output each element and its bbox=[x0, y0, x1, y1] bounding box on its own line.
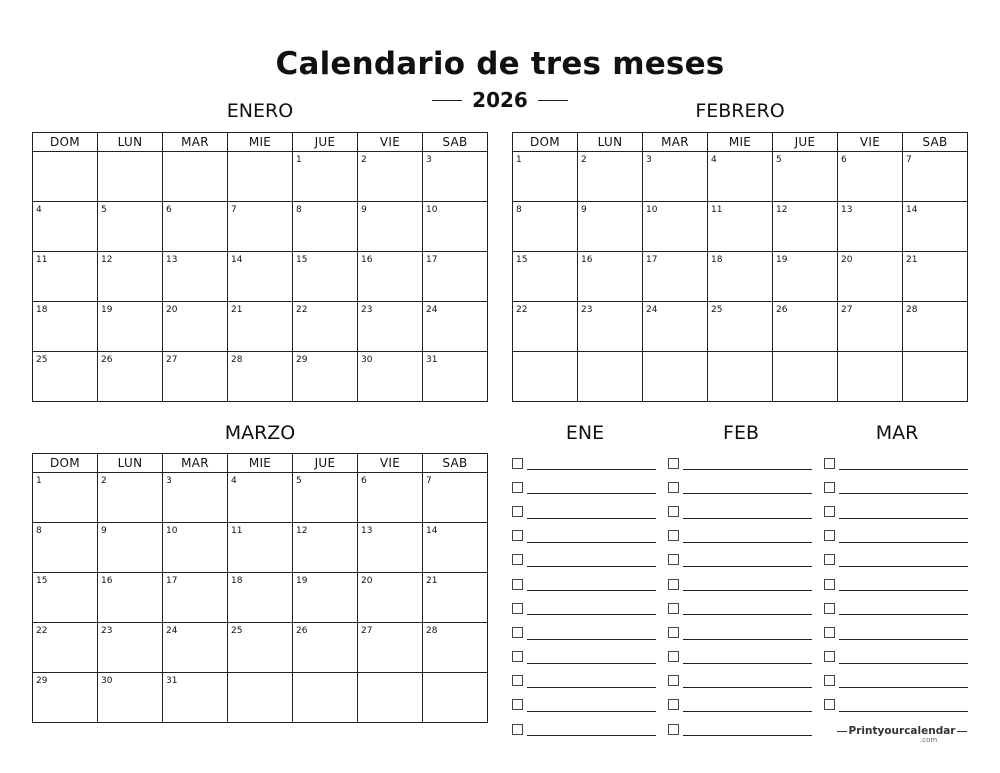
checkbox-icon[interactable] bbox=[824, 651, 835, 662]
day-cell: 30 bbox=[98, 673, 163, 723]
todo-list-feb bbox=[668, 451, 814, 741]
day-cell: 29 bbox=[293, 352, 358, 402]
brand-logo bbox=[832, 724, 972, 738]
day-cell: 19 bbox=[773, 252, 838, 302]
day-cell: 1 bbox=[33, 473, 98, 523]
day-cell: 24 bbox=[643, 302, 708, 352]
weekday-header: MAR bbox=[643, 133, 708, 152]
day-cell: 6 bbox=[358, 473, 423, 523]
todo-write-line bbox=[683, 614, 812, 615]
checkbox-icon[interactable] bbox=[512, 530, 523, 541]
todo-header-mar: MAR bbox=[875, 422, 919, 444]
day-cell: 2 bbox=[98, 473, 163, 523]
week-row bbox=[33, 573, 488, 623]
todo-write-line bbox=[527, 469, 656, 470]
checkbox-icon[interactable] bbox=[668, 627, 679, 638]
day-cell: 28 bbox=[903, 302, 968, 352]
todo-write-line bbox=[527, 614, 656, 615]
day-cell: 3 bbox=[643, 152, 708, 202]
day-cell: 14 bbox=[423, 523, 488, 573]
weekday-header-row bbox=[33, 133, 488, 152]
checkbox-icon[interactable] bbox=[668, 458, 679, 469]
brand-right-rule bbox=[957, 731, 967, 732]
day-cell: 13 bbox=[838, 202, 903, 252]
todo-item bbox=[512, 572, 658, 596]
todo-item bbox=[668, 548, 814, 572]
day-cell: 4 bbox=[228, 473, 293, 523]
day-cell: 9 bbox=[98, 523, 163, 573]
day-cell: 20 bbox=[358, 573, 423, 623]
todo-write-line bbox=[527, 566, 656, 567]
todo-write-line bbox=[527, 493, 656, 494]
todo-item bbox=[512, 524, 658, 548]
todo-item bbox=[668, 693, 814, 717]
day-cell: 7 bbox=[228, 202, 293, 252]
todo-item bbox=[668, 524, 814, 548]
checkbox-icon[interactable] bbox=[824, 603, 835, 614]
checkbox-icon[interactable] bbox=[512, 675, 523, 686]
brand-name: Printyourcalendar bbox=[848, 725, 956, 737]
day-cell bbox=[163, 152, 228, 202]
day-cell: 19 bbox=[293, 573, 358, 623]
month-title-enero: ENERO bbox=[226, 100, 294, 122]
year-text: 2026 bbox=[472, 88, 528, 112]
todo-item bbox=[824, 596, 970, 620]
checkbox-icon[interactable] bbox=[668, 699, 679, 710]
todo-list-ene bbox=[512, 451, 658, 741]
todo-item bbox=[512, 669, 658, 693]
day-cell: 23 bbox=[98, 623, 163, 673]
todo-item bbox=[512, 596, 658, 620]
todo-write-line bbox=[683, 566, 812, 567]
day-cell: 5 bbox=[293, 473, 358, 523]
checkbox-icon[interactable] bbox=[512, 458, 523, 469]
day-cell: 16 bbox=[358, 252, 423, 302]
brand-left-rule bbox=[837, 731, 847, 732]
todo-write-line bbox=[527, 687, 656, 688]
day-cell: 8 bbox=[293, 202, 358, 252]
todo-write-line bbox=[839, 663, 968, 664]
todo-item bbox=[668, 499, 814, 523]
day-cell: 26 bbox=[293, 623, 358, 673]
page-title: Calendario de tres meses bbox=[275, 46, 725, 82]
day-cell: 9 bbox=[358, 202, 423, 252]
todo-write-line bbox=[527, 735, 656, 736]
weekday-header: VIE bbox=[358, 133, 423, 152]
day-cell: 22 bbox=[33, 623, 98, 673]
weekday-header: LUN bbox=[98, 133, 163, 152]
day-cell: 16 bbox=[578, 252, 643, 302]
todo-write-line bbox=[683, 590, 812, 591]
week-row bbox=[33, 252, 488, 302]
calendar-marzo bbox=[32, 453, 488, 723]
day-cell: 17 bbox=[423, 252, 488, 302]
day-cell: 16 bbox=[98, 573, 163, 623]
day-cell: 24 bbox=[163, 623, 228, 673]
todo-item bbox=[512, 451, 658, 475]
weekday-header: VIE bbox=[358, 454, 423, 473]
day-cell: 3 bbox=[423, 152, 488, 202]
day-cell: 6 bbox=[163, 202, 228, 252]
day-cell: 21 bbox=[228, 302, 293, 352]
day-cell: 20 bbox=[838, 252, 903, 302]
day-cell: 12 bbox=[98, 252, 163, 302]
weekday-header: JUE bbox=[293, 133, 358, 152]
day-cell bbox=[773, 352, 838, 402]
day-cell: 25 bbox=[228, 623, 293, 673]
weekday-header-row bbox=[33, 454, 488, 473]
day-cell bbox=[33, 152, 98, 202]
month-title-marzo: MARZO bbox=[224, 422, 296, 444]
checkbox-icon[interactable] bbox=[512, 482, 523, 493]
day-cell: 27 bbox=[163, 352, 228, 402]
day-cell bbox=[578, 352, 643, 402]
day-cell: 11 bbox=[33, 252, 98, 302]
day-cell: 10 bbox=[163, 523, 228, 573]
weekday-header: DOM bbox=[513, 133, 578, 152]
checkbox-icon[interactable] bbox=[824, 482, 835, 493]
checkbox-icon[interactable] bbox=[824, 506, 835, 517]
week-row bbox=[513, 202, 968, 252]
day-cell: 30 bbox=[358, 352, 423, 402]
checkbox-icon[interactable] bbox=[824, 458, 835, 469]
todo-item bbox=[668, 620, 814, 644]
week-row bbox=[33, 202, 488, 252]
todo-item bbox=[824, 524, 970, 548]
checkbox-icon[interactable] bbox=[668, 579, 679, 590]
todo-write-line bbox=[839, 542, 968, 543]
day-cell bbox=[838, 352, 903, 402]
day-cell: 1 bbox=[513, 152, 578, 202]
todo-item bbox=[824, 548, 970, 572]
checkbox-icon[interactable] bbox=[512, 724, 523, 735]
checkbox-icon[interactable] bbox=[512, 603, 523, 614]
week-row bbox=[33, 523, 488, 573]
day-cell: 5 bbox=[773, 152, 838, 202]
day-cell bbox=[423, 673, 488, 723]
checkbox-icon[interactable] bbox=[668, 603, 679, 614]
day-cell bbox=[513, 352, 578, 402]
week-row bbox=[513, 152, 968, 202]
day-cell: 2 bbox=[358, 152, 423, 202]
day-cell: 12 bbox=[773, 202, 838, 252]
day-cell: 28 bbox=[423, 623, 488, 673]
day-cell: 17 bbox=[163, 573, 228, 623]
checkbox-icon[interactable] bbox=[668, 482, 679, 493]
weekday-header: SAB bbox=[423, 454, 488, 473]
todo-write-line bbox=[839, 687, 968, 688]
day-cell: 24 bbox=[423, 302, 488, 352]
weekday-header: VIE bbox=[838, 133, 903, 152]
day-cell: 18 bbox=[228, 573, 293, 623]
todo-write-line bbox=[527, 639, 656, 640]
todo-write-line bbox=[839, 566, 968, 567]
todo-write-line bbox=[683, 663, 812, 664]
todo-item bbox=[668, 596, 814, 620]
todo-write-line bbox=[839, 518, 968, 519]
checkbox-icon[interactable] bbox=[512, 579, 523, 590]
checkbox-icon[interactable] bbox=[512, 699, 523, 710]
calendar-febrero bbox=[512, 132, 968, 402]
day-cell: 15 bbox=[33, 573, 98, 623]
checkbox-icon[interactable] bbox=[668, 651, 679, 662]
day-cell: 12 bbox=[293, 523, 358, 573]
calendar-enero bbox=[32, 132, 488, 402]
day-cell: 5 bbox=[98, 202, 163, 252]
todo-item bbox=[668, 669, 814, 693]
day-cell: 31 bbox=[163, 673, 228, 723]
week-row bbox=[513, 252, 968, 302]
day-cell: 25 bbox=[708, 302, 773, 352]
checkbox-icon[interactable] bbox=[668, 530, 679, 541]
todo-write-line bbox=[683, 493, 812, 494]
checkbox-icon[interactable] bbox=[668, 724, 679, 735]
todo-item bbox=[512, 499, 658, 523]
day-cell: 28 bbox=[228, 352, 293, 402]
todo-write-line bbox=[683, 687, 812, 688]
todo-item bbox=[824, 451, 970, 475]
weekday-header: MIE bbox=[228, 454, 293, 473]
checkbox-icon[interactable] bbox=[668, 554, 679, 565]
todo-write-line bbox=[527, 663, 656, 664]
day-cell: 3 bbox=[163, 473, 228, 523]
day-cell: 18 bbox=[708, 252, 773, 302]
todo-item bbox=[824, 620, 970, 644]
todo-write-line bbox=[527, 590, 656, 591]
day-cell: 27 bbox=[838, 302, 903, 352]
day-cell: 23 bbox=[358, 302, 423, 352]
day-cell bbox=[293, 673, 358, 723]
weekday-header: DOM bbox=[33, 133, 98, 152]
day-cell: 1 bbox=[293, 152, 358, 202]
todo-write-line bbox=[839, 614, 968, 615]
month-title-febrero: FEBRERO bbox=[695, 100, 785, 122]
todo-write-line bbox=[839, 493, 968, 494]
todo-item bbox=[824, 572, 970, 596]
weekday-header: MIE bbox=[228, 133, 293, 152]
week-row bbox=[513, 352, 968, 402]
day-cell: 6 bbox=[838, 152, 903, 202]
todo-header-ene: ENE bbox=[565, 422, 605, 444]
todo-item bbox=[512, 475, 658, 499]
day-cell: 21 bbox=[903, 252, 968, 302]
todo-item bbox=[668, 645, 814, 669]
todo-item bbox=[824, 475, 970, 499]
week-row bbox=[33, 302, 488, 352]
day-cell: 21 bbox=[423, 573, 488, 623]
checkbox-icon[interactable] bbox=[512, 554, 523, 565]
brand-suffix: .com bbox=[920, 736, 938, 744]
day-cell bbox=[903, 352, 968, 402]
todo-write-line bbox=[683, 639, 812, 640]
todo-item bbox=[512, 548, 658, 572]
day-cell: 15 bbox=[293, 252, 358, 302]
todo-write-line bbox=[527, 542, 656, 543]
day-cell bbox=[228, 673, 293, 723]
weekday-header: MIE bbox=[708, 133, 773, 152]
day-cell: 9 bbox=[578, 202, 643, 252]
todo-item bbox=[668, 572, 814, 596]
day-cell bbox=[358, 673, 423, 723]
day-cell: 29 bbox=[33, 673, 98, 723]
todo-write-line bbox=[527, 711, 656, 712]
weekday-header: MAR bbox=[163, 133, 228, 152]
day-cell: 15 bbox=[513, 252, 578, 302]
todo-item bbox=[512, 645, 658, 669]
todo-write-line bbox=[527, 518, 656, 519]
checkbox-icon[interactable] bbox=[824, 627, 835, 638]
day-cell: 31 bbox=[423, 352, 488, 402]
todo-item bbox=[824, 693, 970, 717]
weekday-header: LUN bbox=[98, 454, 163, 473]
day-cell: 10 bbox=[423, 202, 488, 252]
todo-item bbox=[512, 693, 658, 717]
todo-item bbox=[824, 669, 970, 693]
day-cell: 11 bbox=[228, 523, 293, 573]
todo-item bbox=[668, 451, 814, 475]
checkbox-icon[interactable] bbox=[512, 627, 523, 638]
day-cell: 2 bbox=[578, 152, 643, 202]
day-cell: 11 bbox=[708, 202, 773, 252]
checkbox-icon[interactable] bbox=[824, 530, 835, 541]
day-cell: 4 bbox=[33, 202, 98, 252]
day-cell bbox=[643, 352, 708, 402]
day-cell: 14 bbox=[228, 252, 293, 302]
todo-write-line bbox=[683, 542, 812, 543]
todo-write-line bbox=[839, 590, 968, 591]
day-cell: 8 bbox=[33, 523, 98, 573]
day-cell: 27 bbox=[358, 623, 423, 673]
day-cell: 23 bbox=[578, 302, 643, 352]
weekday-header: JUE bbox=[293, 454, 358, 473]
day-cell: 18 bbox=[33, 302, 98, 352]
weekday-header: MAR bbox=[163, 454, 228, 473]
weekday-header: DOM bbox=[33, 454, 98, 473]
day-cell bbox=[708, 352, 773, 402]
day-cell: 25 bbox=[33, 352, 98, 402]
day-cell: 4 bbox=[708, 152, 773, 202]
weekday-header: SAB bbox=[903, 133, 968, 152]
day-cell: 8 bbox=[513, 202, 578, 252]
todo-write-line bbox=[839, 711, 968, 712]
week-row bbox=[33, 473, 488, 523]
checkbox-icon[interactable] bbox=[512, 651, 523, 662]
day-cell: 17 bbox=[643, 252, 708, 302]
day-cell bbox=[98, 152, 163, 202]
day-cell: 20 bbox=[163, 302, 228, 352]
checkbox-icon[interactable] bbox=[824, 579, 835, 590]
todo-write-line bbox=[683, 711, 812, 712]
todo-write-line bbox=[839, 639, 968, 640]
todo-item bbox=[512, 620, 658, 644]
todo-item bbox=[668, 475, 814, 499]
week-row bbox=[33, 623, 488, 673]
checkbox-icon[interactable] bbox=[668, 506, 679, 517]
todo-write-line bbox=[839, 469, 968, 470]
checkbox-icon[interactable] bbox=[824, 699, 835, 710]
checkbox-icon[interactable] bbox=[668, 675, 679, 686]
week-row bbox=[33, 673, 488, 723]
day-cell: 26 bbox=[773, 302, 838, 352]
day-cell: 22 bbox=[293, 302, 358, 352]
day-cell: 19 bbox=[98, 302, 163, 352]
checkbox-icon[interactable] bbox=[512, 506, 523, 517]
todo-item bbox=[824, 499, 970, 523]
day-cell: 7 bbox=[903, 152, 968, 202]
day-cell bbox=[228, 152, 293, 202]
todo-header-feb: FEB bbox=[723, 422, 759, 444]
todo-write-line bbox=[683, 735, 812, 736]
week-row bbox=[33, 352, 488, 402]
day-cell: 13 bbox=[163, 252, 228, 302]
todo-item bbox=[512, 717, 658, 741]
todo-list-mar bbox=[824, 451, 970, 717]
day-cell: 7 bbox=[423, 473, 488, 523]
day-cell: 13 bbox=[358, 523, 423, 573]
checkbox-icon[interactable] bbox=[824, 554, 835, 565]
day-cell: 26 bbox=[98, 352, 163, 402]
week-row bbox=[513, 302, 968, 352]
weekday-header: LUN bbox=[578, 133, 643, 152]
todo-write-line bbox=[683, 469, 812, 470]
todo-item bbox=[668, 717, 814, 741]
weekday-header: SAB bbox=[423, 133, 488, 152]
week-row bbox=[33, 152, 488, 202]
todo-write-line bbox=[683, 518, 812, 519]
weekday-header: JUE bbox=[773, 133, 838, 152]
day-cell: 14 bbox=[903, 202, 968, 252]
todo-item bbox=[824, 645, 970, 669]
day-cell: 10 bbox=[643, 202, 708, 252]
weekday-header-row bbox=[513, 133, 968, 152]
day-cell: 22 bbox=[513, 302, 578, 352]
checkbox-icon[interactable] bbox=[824, 675, 835, 686]
